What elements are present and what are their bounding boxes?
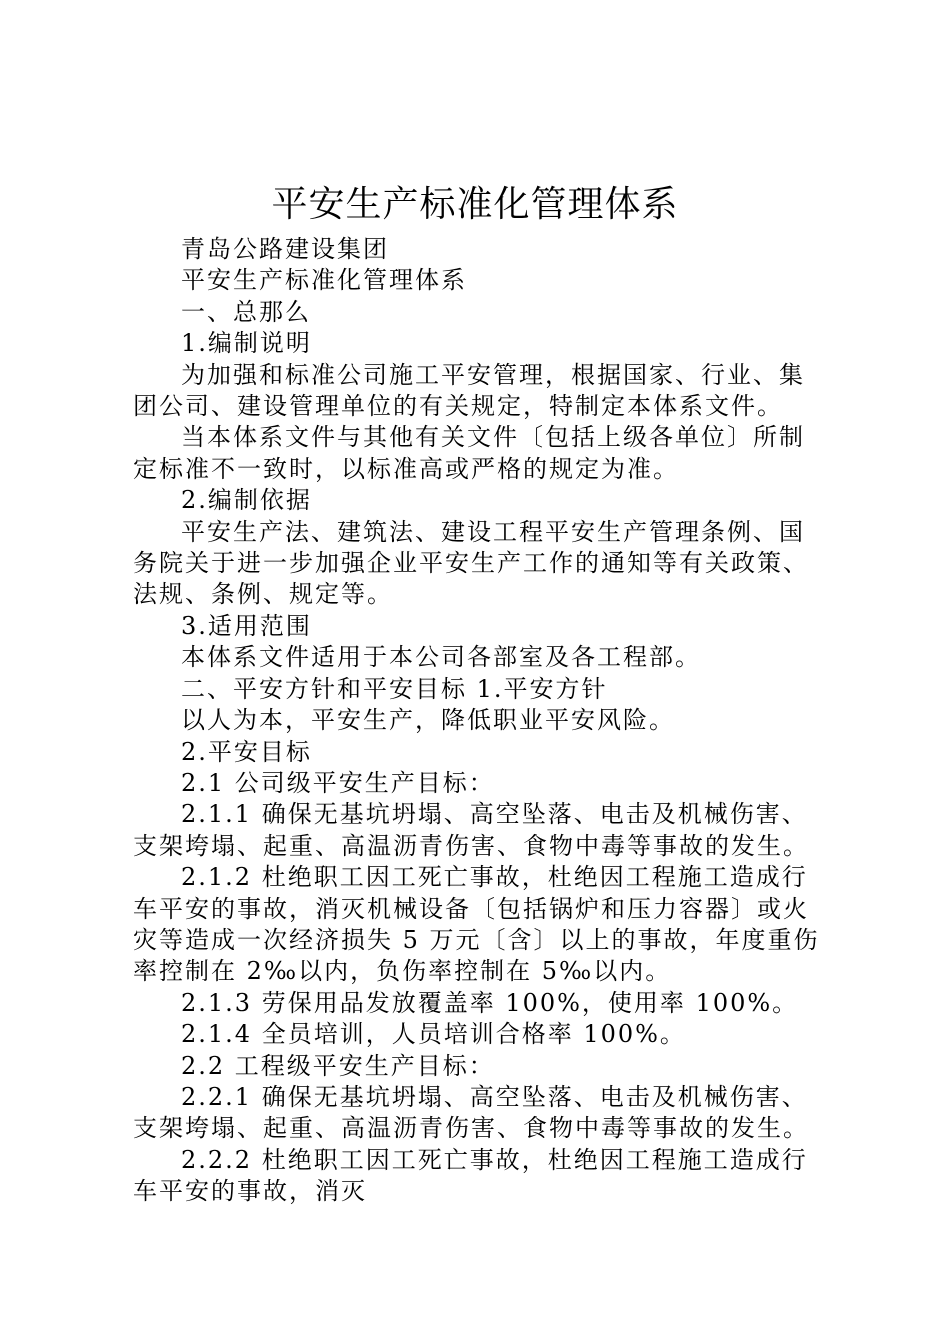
paragraph: 2.2 工程级平安生产目标： — [181, 1051, 495, 1080]
paragraph: 以人为本，平安生产，降低职业平安风险。 — [181, 706, 675, 735]
paragraph: 2.1.2 杜绝职工因工死亡事故，杜绝因工程施工造成行车平安的事故，消灭机械设备〔包括锅炉和压力容器〕或火灾等造成一次经济损失 5 万元〔含〕以上的事故，年度重伤率控制在 2‰以内，负伤率控制在 5‰以内。 — [133, 863, 820, 986]
paragraph: 本体系文件适用于本公司各部室及各工程部。 — [181, 643, 701, 672]
paragraph: 2.1 公司级平安生产目标： — [181, 768, 495, 797]
paragraph: 2.1.3 劳保用品发放覆盖率 100%，使用率 100%。 — [181, 988, 799, 1017]
paragraph: 平安生产法、建筑法、建设工程平安生产管理条例、国务院关于进一步加强企业平安生产工作的通知等有关政策、法规、条例、规定等。 — [133, 517, 809, 609]
paragraph: 2.1.4 全员培训，人员培训合格率 100%。 — [181, 1020, 686, 1049]
document-body — [133, 234, 823, 1208]
paragraph: 2.平安目标 — [181, 737, 312, 766]
paragraph: 平安生产标准化管理体系 — [181, 266, 467, 295]
paragraph: 二、平安方针和平安目标 1.平安方针 — [181, 674, 608, 703]
paragraph: 3.适用范围 — [181, 611, 312, 640]
paragraph: 一、总那么 — [181, 297, 311, 326]
paragraph: 2.编制依据 — [181, 486, 312, 515]
paragraph: 2.1.1 确保无基坑坍塌、高空坠落、电击及机械伤害、支架垮塌、起重、高温沥青伤害、食物中毒等事故的发生。 — [133, 800, 809, 860]
paragraph: 1.编制说明 — [181, 329, 312, 358]
paragraph: 2.2.1 确保无基坑坍塌、高空坠落、电击及机械伤害、支架垮塌、起重、高温沥青伤害、食物中毒等事故的发生。 — [133, 1082, 809, 1143]
paragraph: 2.2.2 杜绝职工因工死亡事故，杜绝因工程施工造成行车平安的事故，消灭 — [133, 1145, 808, 1206]
paragraph: 为加强和标准公司施工平安管理，根据国家、行业、集团公司、建设管理单位的有关规定，特制定本体系文件。 — [133, 360, 805, 421]
paragraph: 青岛公路建设集团 — [181, 235, 389, 263]
paragraph: 当本体系文件与其他有关文件〔包括上级各单位〕所制定标准不一致时，以标准高或严格的规定为准。 — [133, 423, 805, 483]
document-title: 平安生产标准化管理体系 — [271, 184, 679, 225]
